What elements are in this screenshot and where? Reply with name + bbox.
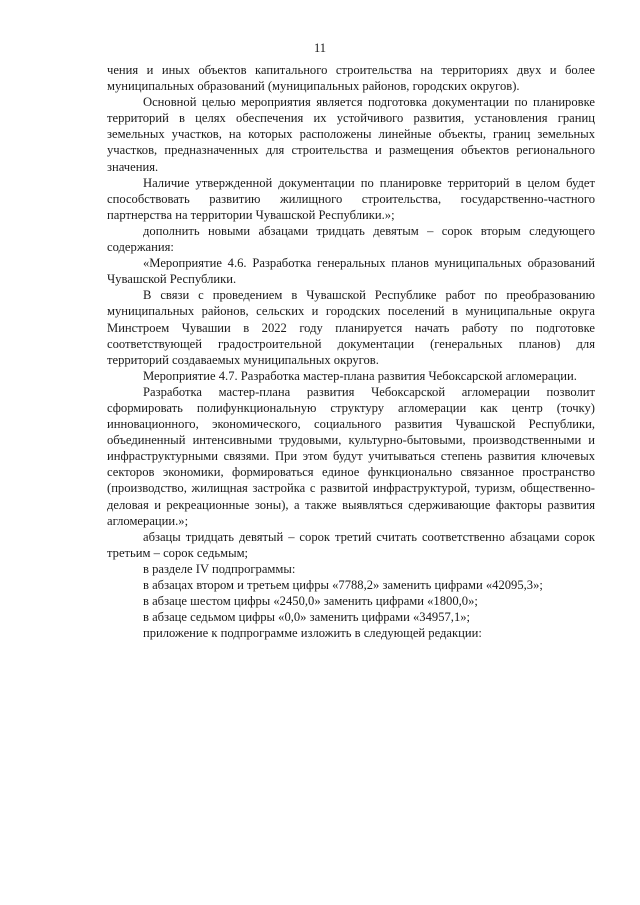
paragraph: чения и иных объектов капитального строительства на территориях двух и более муниципальных образований (муниципальных районов, городских округов). [107,63,595,94]
paragraph: в разделе IV подпрограммы: [143,561,296,576]
paragraph: Основной целью мероприятия является подготовка документации по планировке территорий в целях обеспечения их устойчивого развития, установления границ земельных участков, на которых расположены линейные объекты, границ земельных участков, предназначенных для строительства и размещения объектов регионального значения. [107,95,595,174]
paragraph: абзацы тридцать девятый – сорок третий считать соответственно абзацами сорок третьим – сорок седьмым; [107,529,595,560]
paragraph: В связи с проведением в Чувашской Республике работ по преобразованию муниципальных районов, сельских и городских поселений в муниципальные округа Минстроем Чувашии в 2022 году планируется начать работу по подготовке соответствующей градостроительной документации (генеральных планов) для территорий создаваемых муниципальных округов. [107,288,595,367]
paragraph: дополнить новыми абзацами тридцать девятым – сорок вторым следующего содержания: [107,223,595,255]
paragraph: в абзаце седьмом цифры «0,0» заменить цифрами «34957,1»; [143,610,471,625]
paragraph: в абзацах втором и третьем цифры «7788,2» заменить цифрами «42095,3»; [143,578,543,592]
paragraph: приложение к подпрограмме изложить в следующей редакции: [143,626,482,641]
paragraph: «Мероприятие 4.6. Разработка генеральных планов муниципальных образований Чувашской Республики. [107,256,595,287]
document-body [107,62,595,641]
paragraph: в абзаце шестом цифры «2450,0» заменить цифрами «1800,0»; [143,594,478,609]
paragraph: Наличие утвержденной документации по планировке территорий в целом будет способствовать развитию жилищного строительства, государственно-частного партнерства на территории Чувашской Республики.»; [107,175,595,222]
page-number: 11 [313,41,327,55]
paragraph: Мероприятие 4.7. Разработка мастер-плана развития Чебоксарской агломерации. [143,368,577,383]
paragraph: Разработка мастер-плана развития Чебоксарской агломерации позволит сформировать полифункциональную структуру агломерации как центр (точку) инновационного, экономического, социального развития Чувашской Республики, объединенный интенсивными трудовыми, культурно-бытовыми, производственными и инфраструктурными связями. При этом будут учитываться степень развития ключевых секторов экономики, формироваться единое функционально связанное пространство (производство, жилищная застройка с развитой инфраструктурой, туризм, общественно-деловая и рекреационные зоны), а также выявляться сдерживающие факторы развития агломерации.»; [107,384,595,528]
